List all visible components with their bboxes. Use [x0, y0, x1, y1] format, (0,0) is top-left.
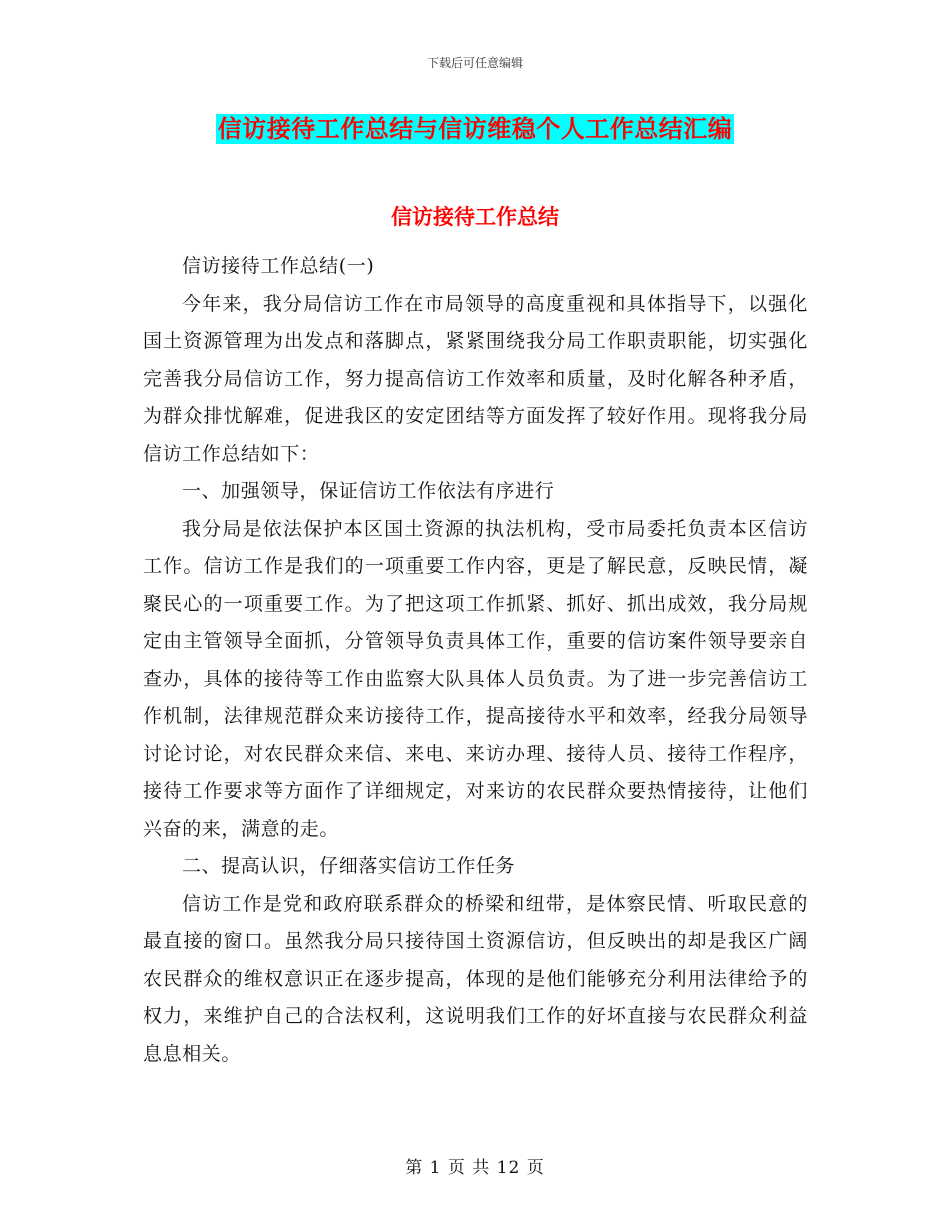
paragraph: 我分局是依法保护本区国土资源的执法机构，受市局委托负责本区信访工作。信访工作是我们的一项重要工作内容，更是了解民意，反映民情，凝聚民心的一项重要工作。为了把这项工作抓紧、抓好、抓出成效，我分局规定由主管领导全面抓，分管领导负责具体工作，重要的信访案件领导要亲自查办，具体的接待等工作由监察大队具体人员负责。为了进一步完善信访工作机制，法律规范群众来访接待工作，提高接待水平和效率，经我分局领导讨论讨论，对农民群众来信、来电、来访办理、接待人员、接待工作程序，接待工作要求等方面作了详细规定，对来访的农民群众要热情接待，让他们兴奋的来，满意的走。	[143, 517, 808, 840]
main-title-container	[0, 114, 950, 144]
page-footer	[0, 1153, 950, 1178]
page-label-mid1: 页	[447, 1158, 466, 1178]
section-title: 信访接待工作总结	[391, 205, 559, 229]
paragraph-heading: 一、加强领导，保证信访工作依法有序进行	[181, 480, 555, 502]
page-current-number: 1	[429, 1158, 442, 1178]
main-title: 信访接待工作总结与信访维稳个人工作总结汇编	[217, 115, 733, 143]
page-label-suffix: 页	[526, 1158, 545, 1178]
page-label-prefix: 第	[405, 1158, 424, 1178]
paragraph: 今年来，我分局信访工作在市局领导的高度重视和具体指导下，以强化国土资源管理为出发点和落脚点，紧紧围绕我分局工作职责职能，切实强化完善我分局信访工作，努力提高信访工作效率和质量，及时化解各种矛盾，为群众排忧解难，促进我区的安定团结等方面发挥了较好作用。现将我分局信访工作总结如下：	[143, 292, 808, 465]
paragraph-subheading: 信访接待工作总结(一)	[181, 255, 375, 277]
document-body	[143, 248, 808, 1073]
page-label-mid2: 共	[472, 1158, 491, 1178]
page-total-number: 12	[496, 1158, 521, 1178]
paragraph-heading: 二、提高认识，仔细落实信访工作任务	[181, 855, 516, 877]
paragraph: 信访工作是党和政府联系群众的桥梁和纽带，是体察民情、听取民意的最直接的窗口。虽然我分局只接待国土资源信访，但反映出的却是我区广阔农民群众的维权意识正在逐步提高，体现的是他们能够充分利用法律给予的权力，来维护自己的合法权利，这说明我们工作的好坏直接与农民群众利益息息相关。	[143, 892, 808, 1065]
header-note: 下载后可任意编辑	[426, 56, 523, 70]
